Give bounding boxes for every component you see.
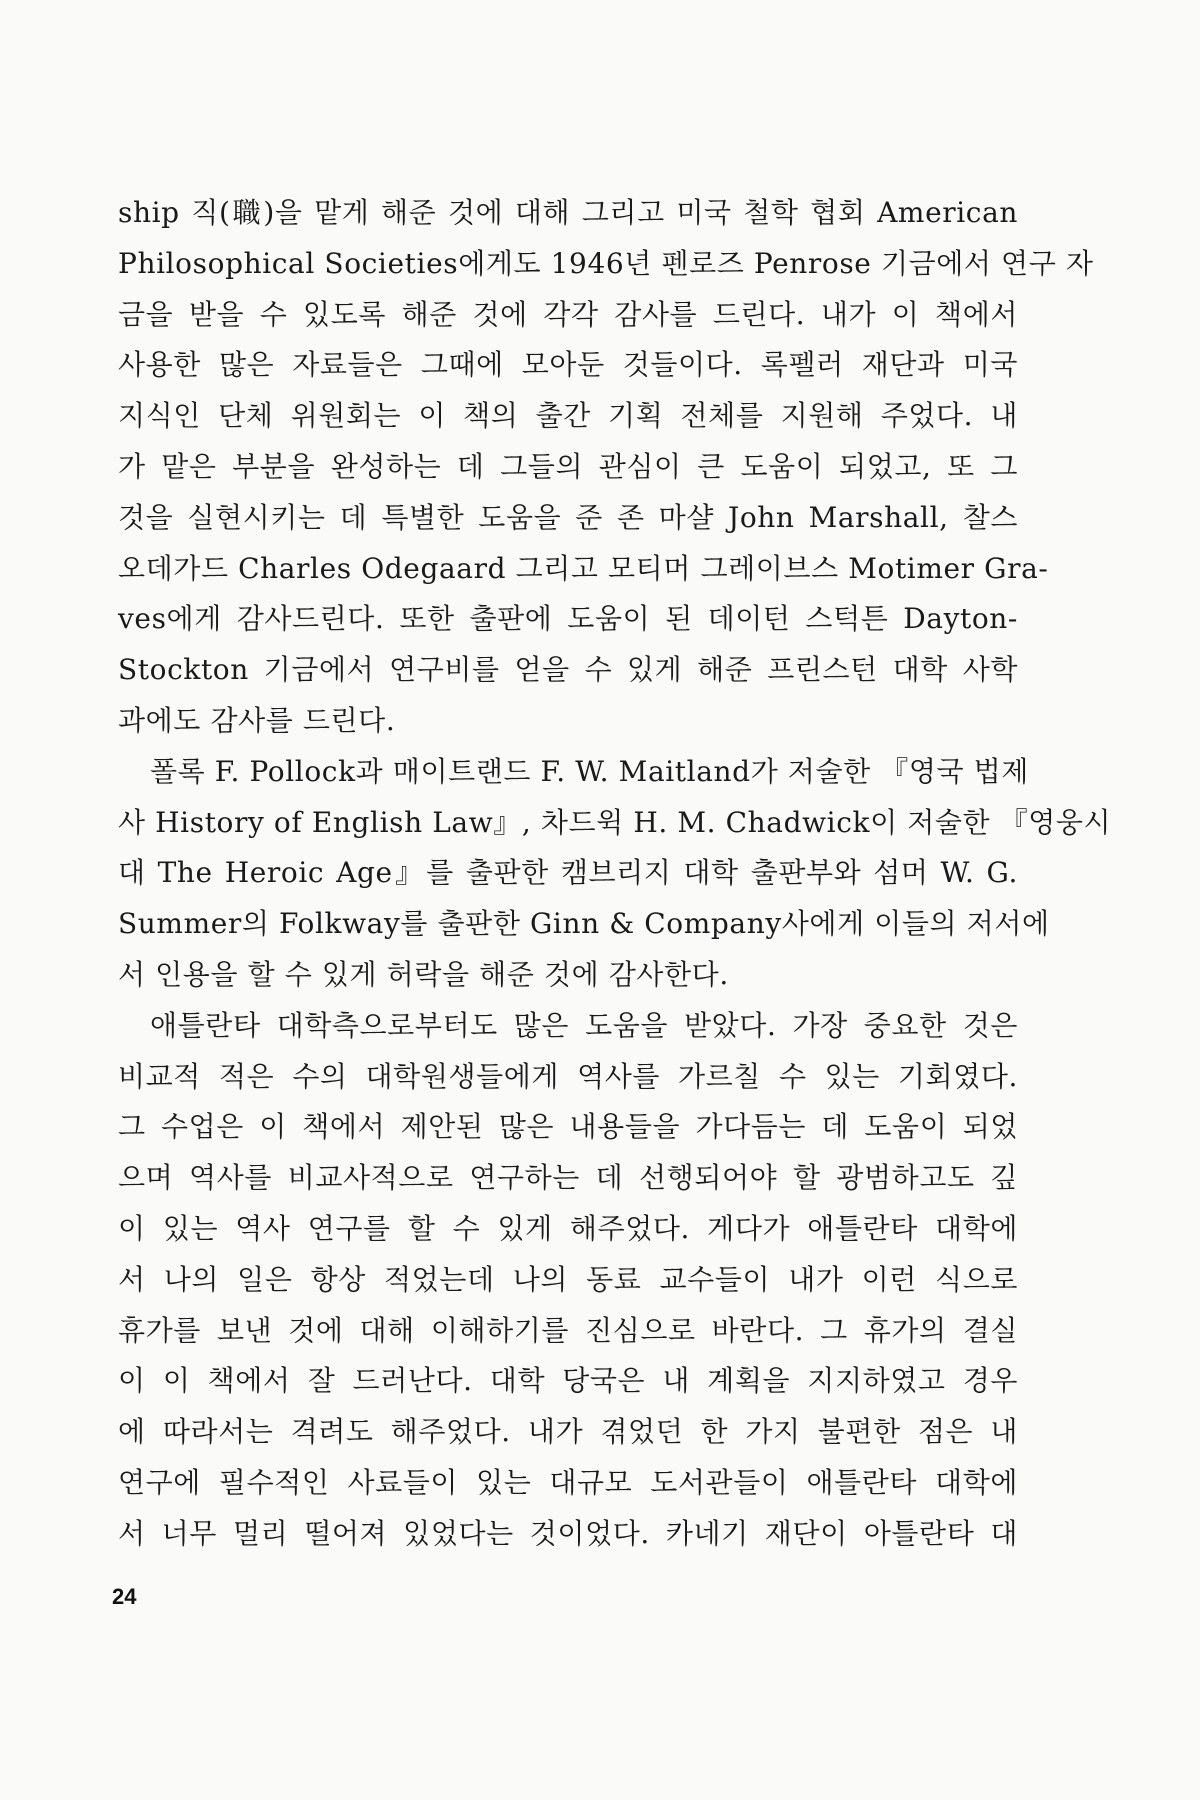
text-line: 서 인용을 할 수 있게 허락을 해준 것에 감사한다. bbox=[118, 957, 729, 991]
text-line: 금을 받을 수 있도록 해준 것에 각각 감사를 드린다. 내가 이 책에서 bbox=[118, 297, 1018, 331]
text-line: 애틀란타 대학측으로부터도 많은 도움을 받았다. 가장 중요한 것은 bbox=[150, 1008, 1018, 1042]
text-line: 것을 실현시키는 데 특별한 도움을 준 존 마샬 John Marshall, 찰스 bbox=[118, 500, 1018, 534]
text-line: 지식인 단체 위원회는 이 책의 출간 기획 전체를 지원해 주었다. 내 bbox=[118, 399, 1018, 433]
text-line: 오데가드 Charles Odegaard 그리고 모티머 그레이브스 Motimer Gra- bbox=[118, 551, 1049, 585]
text-line: ship 직(職)을 맡게 해준 것에 대해 그리고 미국 철학 협회 American bbox=[118, 196, 1018, 229]
text-line: Stockton 기금에서 연구비를 얻을 수 있게 해준 프린스턴 대학 사학 bbox=[118, 653, 1018, 687]
text-line: 폴록 F. Pollock과 매이트랜드 F. W. Maitland가 저술한 『영국 법제 bbox=[150, 754, 1029, 788]
text-line: Philosophical Societies에게도 1946년 펜로즈 Penrose 기금에서 연구 자 bbox=[118, 246, 1094, 280]
text-line: 이 있는 역사 연구를 할 수 있게 해주었다. 게다가 애틀란타 대학에 bbox=[118, 1211, 1018, 1245]
text-line: ves에게 감사드린다. 또한 출판에 도움이 된 데이턴 스턱튼 Dayton- bbox=[118, 602, 1018, 636]
text-line: 대 The Heroic Age』를 출판한 캠브리지 대학 출판부와 섬머 W. G. bbox=[118, 856, 1018, 890]
text-line: 그 수업은 이 책에서 제안된 많은 내용들을 가다듬는 데 도움이 되었 bbox=[118, 1110, 1018, 1144]
text-line: 연구에 필수적인 사료들이 있는 대규모 도서관들이 애틀란타 대학에 bbox=[118, 1465, 1018, 1499]
text-line: 에 따라서는 격려도 해주었다. 내가 겪었던 한 가지 불편한 점은 내 bbox=[118, 1415, 1018, 1449]
text-line: 서 나의 일은 항상 적었는데 나의 동료 교수들이 내가 이런 식으로 bbox=[118, 1262, 1018, 1296]
page-number: 24 bbox=[112, 1584, 137, 1609]
text-line: 비교적 적은 수의 대학원생들에게 역사를 가르칠 수 있는 기회였다. bbox=[118, 1059, 1018, 1093]
text-line: Summer의 Folkway를 출판한 Ginn & Company사에게 이들의 저서에 bbox=[118, 907, 1050, 941]
text-line: 서 너무 멀리 떨어져 있었다는 것이었다. 카네기 재단이 아틀란타 대 bbox=[118, 1516, 1018, 1550]
body-text bbox=[118, 188, 1112, 1560]
text-line: 휴가를 보낸 것에 대해 이해하기를 진심으로 바란다. 그 휴가의 결실 bbox=[118, 1313, 1018, 1347]
text-line: 으며 역사를 비교사적으로 연구하는 데 선행되어야 할 광범하고도 깊 bbox=[118, 1161, 1018, 1195]
text-line: 사 History of English Law』, 차드윅 H. M. Chadwick이 저술한 『영웅시 bbox=[118, 805, 1112, 839]
text-line: 가 맡은 부분을 완성하는 데 그들의 관심이 큰 도움이 되었고, 또 그 bbox=[118, 449, 1018, 483]
text-line: 사용한 많은 자료들은 그때에 모아둔 것들이다. 록펠러 재단과 미국 bbox=[118, 348, 1018, 382]
text-line: 과에도 감사를 드린다. bbox=[118, 703, 396, 737]
text-line: 이 이 책에서 잘 드러난다. 대학 당국은 내 계획을 지지하였고 경우 bbox=[118, 1364, 1018, 1398]
